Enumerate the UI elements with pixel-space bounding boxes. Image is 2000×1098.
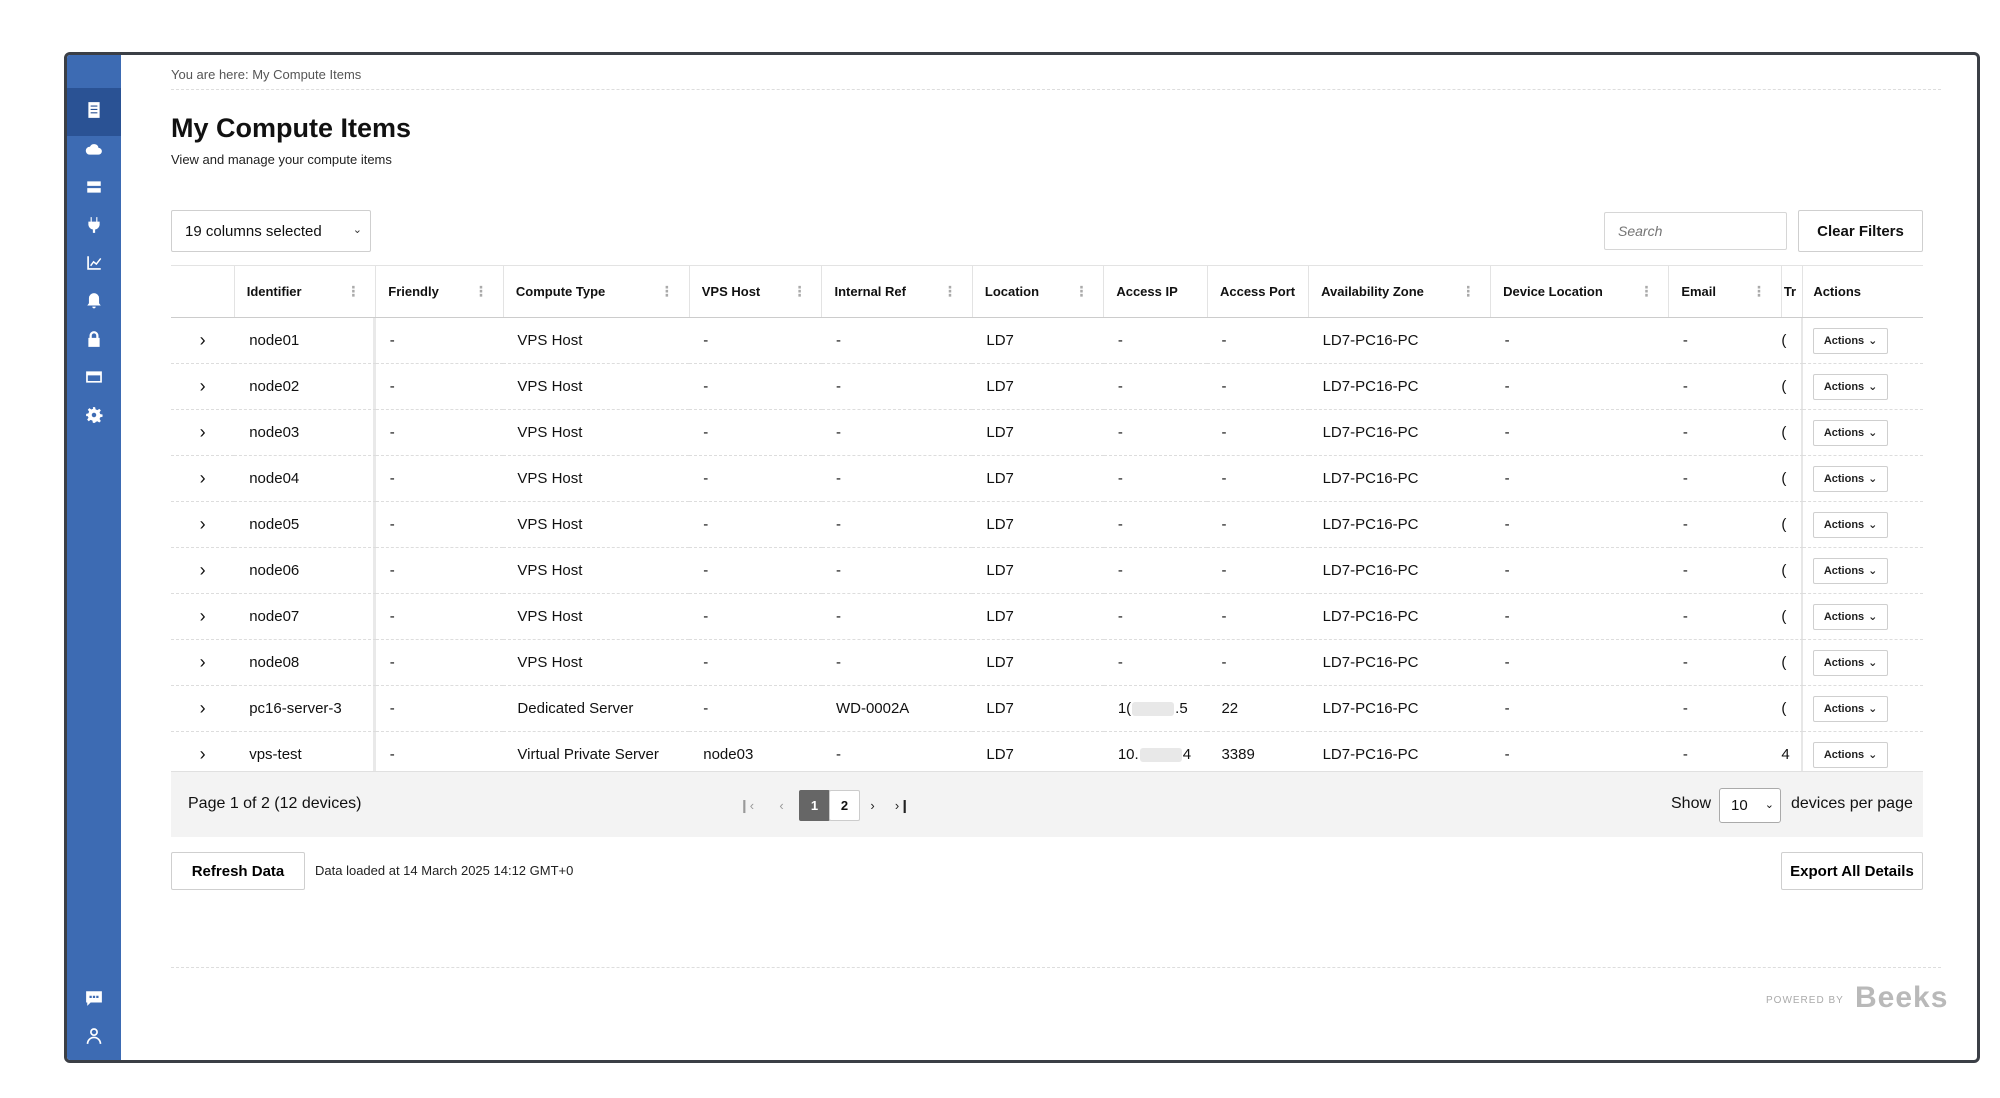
expand-chevron-icon[interactable]: › [171,502,234,548]
cell-compute-type: VPS Host [503,548,689,594]
actions-dropdown-button[interactable] [1813,466,1889,492]
actions-dropdown-button[interactable] [1813,742,1889,768]
header-device-location[interactable]: Device Location ⋮ [1491,266,1669,318]
cell-email: - [1669,502,1782,548]
cell-identifier: node04 [234,456,376,502]
actions-label: Actions [1823,380,1865,393]
actions-label: Actions [1823,702,1865,715]
access-ip-text: - [1117,378,1123,395]
cell-access-ip [1104,594,1208,640]
sidebar-item-settings[interactable] [67,393,121,441]
cell-device-location: - [1491,318,1669,364]
next-page-icon[interactable]: › [870,798,875,813]
cell-location: LD7 [972,456,1103,502]
header-access-ip[interactable]: Access IP [1104,266,1208,318]
cloud-icon [85,140,103,163]
cell-identifier: node08 [234,640,376,686]
cell-location: LD7 [972,548,1103,594]
breadcrumb-divider [171,89,1941,90]
cell-email: - [1669,410,1782,456]
cell-compute-type: VPS Host [503,364,689,410]
credit-card-icon [85,368,103,391]
cell-device-location: - [1491,548,1669,594]
cell-identifier: node07 [234,594,376,640]
access-ip-text: 1( [1117,700,1132,717]
cell-availability-zone: LD7-PC16-PC [1309,364,1491,410]
cell-actions [1803,594,1923,640]
pagination-info: Page 1 of 2 (12 devices) [188,795,362,812]
cell-device-location: - [1491,686,1669,732]
cell-device-location: - [1491,502,1669,548]
powered-by-label: POWERED BY [1766,995,1844,1006]
gear-icon [85,406,103,429]
header-expand [171,266,234,318]
cell-access-ip [1104,502,1208,548]
cell-location: LD7 [972,732,1103,778]
user-icon [85,1027,103,1050]
chevron-down-icon: ⌄ [1868,381,1878,393]
cell-internal-ref: - [822,548,972,594]
table-row[interactable] [171,456,1923,502]
access-ip-text: - [1117,608,1123,625]
cell-vps-host: - [689,364,822,410]
cell-device-location: - [1491,594,1669,640]
cell-vps-host: - [689,502,822,548]
document-list-icon [85,101,103,124]
column-menu-icon[interactable]: ⋮ [792,283,806,299]
cell-availability-zone: LD7-PC16-PC [1309,594,1491,640]
cell-vps-host: - [689,686,822,732]
refresh-data-button[interactable]: Refresh Data [171,852,305,890]
data-loaded-timestamp: Data loaded at 14 March 2025 14:12 GMT+0 [315,863,574,878]
cell-vps-host: - [689,548,822,594]
cell-compute-type: VPS Host [503,640,689,686]
cell-availability-zone: LD7-PC16-PC [1309,318,1491,364]
cell-location: LD7 [972,640,1103,686]
expand-chevron-icon[interactable]: › [171,640,234,686]
cell-truncated: 4 [1781,732,1802,778]
cell-actions [1803,548,1923,594]
cell-device-location: - [1491,364,1669,410]
chevron-down-icon: ⌄ [1868,519,1878,531]
header-truncated[interactable]: Tr [1781,266,1802,318]
access-ip-suffix: 4 [1182,746,1192,763]
cell-location: LD7 [972,594,1103,640]
expand-chevron-icon[interactable]: › [171,548,234,594]
cell-availability-zone: LD7-PC16-PC [1309,548,1491,594]
cell-availability-zone: LD7-PC16-PC [1309,502,1491,548]
cell-actions [1803,456,1923,502]
cell-email: - [1669,364,1782,410]
page-subtitle: View and manage your compute items [171,152,392,167]
cell-compute-type: VPS Host [503,456,689,502]
chevron-down-icon: ⌄ [1868,749,1878,761]
chevron-down-icon: ⌄ [1868,611,1878,623]
bell-icon [85,292,103,315]
cell-device-location: - [1491,456,1669,502]
cell-access-port: 22 [1207,686,1308,732]
lock-icon [85,330,103,353]
chevron-down-icon: ⌄ [1868,657,1878,669]
header-friendly[interactable]: Friendly ⋮ [376,266,504,318]
breadcrumb: You are here: My Compute Items [171,67,362,82]
cell-location: LD7 [972,410,1103,456]
cell-access-ip [1104,548,1208,594]
actions-label: Actions [1823,426,1865,439]
expand-chevron-icon[interactable]: › [171,456,234,502]
table-row[interactable] [171,640,1923,686]
column-menu-icon[interactable]: ⋮ [473,283,487,299]
cell-truncated: ( [1781,594,1802,640]
cell-location: LD7 [972,364,1103,410]
cell-friendly: - [376,318,504,364]
cell-access-ip [1104,318,1208,364]
redacted-ip-mask [1132,702,1174,716]
access-ip-text: - [1117,562,1123,579]
cell-friendly: - [376,548,504,594]
footer-divider [171,967,1941,968]
cell-truncated: ( [1781,364,1802,410]
cell-identifier: node01 [234,318,376,364]
access-ip-text: - [1117,424,1123,441]
chevron-down-icon: ⌄ [1868,565,1878,577]
access-ip-text: - [1117,516,1123,533]
cell-access-ip [1104,456,1208,502]
expand-chevron-icon[interactable]: › [171,364,234,410]
cell-truncated: ( [1781,502,1802,548]
cell-availability-zone: LD7-PC16-PC [1309,456,1491,502]
cell-vps-host: - [689,594,822,640]
expand-chevron-icon[interactable]: › [171,732,234,778]
column-menu-icon[interactable]: ⋮ [942,283,956,299]
table-header-row [171,266,1923,318]
cell-compute-type: VPS Host [503,502,689,548]
header-email[interactable]: Email ⋮ [1669,266,1782,318]
column-menu-icon[interactable]: ⋮ [1074,283,1088,299]
main-content [121,55,1977,1060]
access-ip-text: - [1117,332,1123,349]
actions-label: Actions [1823,518,1865,531]
cell-email: - [1669,594,1782,640]
per-page-label: devices per page [1791,795,1913,812]
cell-compute-type: VPS Host [503,410,689,456]
cell-email: - [1669,456,1782,502]
cell-truncated: ( [1781,686,1802,732]
cell-location: LD7 [972,686,1103,732]
access-ip-text: - [1117,470,1123,487]
cell-access-port: - [1207,502,1308,548]
cell-actions [1803,318,1923,364]
cell-device-location: - [1491,410,1669,456]
cell-access-port: - [1207,410,1308,456]
cell-friendly: - [376,594,504,640]
cell-access-ip [1104,364,1208,410]
access-ip-text: 10. [1117,746,1139,763]
cell-truncated: ( [1781,548,1802,594]
actions-dropdown-button[interactable] [1813,650,1889,676]
cell-actions [1803,640,1923,686]
cell-friendly: - [376,686,504,732]
cell-email: - [1669,318,1782,364]
actions-dropdown-button[interactable] [1813,328,1889,354]
cell-vps-host: node03 [689,732,822,778]
sidebar-item-account[interactable] [67,1014,121,1062]
table-row[interactable] [171,318,1923,364]
cell-internal-ref: - [822,640,972,686]
cell-identifier: node03 [234,410,376,456]
cell-friendly: - [376,502,504,548]
chevron-down-icon: ⌄ [1868,335,1878,347]
cell-location: LD7 [972,502,1103,548]
cell-internal-ref: - [822,732,972,778]
actions-dropdown-button[interactable] [1813,420,1889,446]
first-page-icon[interactable]: ❙‹ [738,797,755,813]
cell-vps-host: - [689,456,822,502]
cell-email: - [1669,640,1782,686]
access-ip-suffix: .5 [1175,700,1188,717]
cell-compute-type: Virtual Private Server [503,732,689,778]
table-row[interactable] [171,364,1923,410]
expand-chevron-icon[interactable]: › [171,410,234,456]
cell-internal-ref: - [822,318,972,364]
header-actions: Actions [1803,266,1923,318]
actions-label: Actions [1823,472,1865,485]
cell-friendly: - [376,364,504,410]
cell-internal-ref: - [822,456,972,502]
cell-compute-type: VPS Host [503,594,689,640]
header-internal-ref[interactable]: Internal Ref ⋮ [822,266,972,318]
actions-label: Actions [1823,334,1865,347]
cell-access-port: - [1207,318,1308,364]
header-identifier[interactable]: Identifier ⋮ [234,266,376,318]
cell-access-ip [1104,410,1208,456]
table-row[interactable] [171,594,1923,640]
page-button-2[interactable]: 2 [829,790,860,821]
cell-access-port: - [1207,594,1308,640]
cell-vps-host: - [689,640,822,686]
chevron-down-icon: ⌄ [1868,473,1878,485]
header-availability-zone[interactable]: Availability Zone ⋮ [1309,266,1491,318]
cell-access-port: 3389 [1207,732,1308,778]
cell-availability-zone: LD7-PC16-PC [1309,686,1491,732]
table-row[interactable] [171,502,1923,548]
chevron-down-icon: ⌄ [1868,703,1878,715]
prev-page-icon[interactable]: ‹ [779,798,784,813]
cell-compute-type: Dedicated Server [503,686,689,732]
cell-actions [1803,502,1923,548]
cell-access-port: - [1207,548,1308,594]
actions-label: Actions [1823,656,1865,669]
chevron-down-icon: ⌄ [352,224,362,236]
actions-label: Actions [1823,748,1865,761]
compute-items-table [171,265,1923,778]
cell-internal-ref: - [822,594,972,640]
chevron-down-icon: ⌄ [1764,799,1774,811]
server-icon [85,178,103,201]
cell-access-ip [1104,640,1208,686]
cell-access-port: - [1207,456,1308,502]
cell-actions [1803,686,1923,732]
cell-internal-ref: - [822,410,972,456]
cell-friendly: - [376,456,504,502]
cell-email: - [1669,548,1782,594]
column-selector-label: 19 columns selected [185,222,322,240]
cell-identifier: node06 [234,548,376,594]
cell-friendly: - [376,732,504,778]
header-access-port[interactable]: Access Port [1207,266,1308,318]
cell-availability-zone: LD7-PC16-PC [1309,410,1491,456]
table-row[interactable] [171,548,1923,594]
table-row[interactable] [171,410,1923,456]
search-input[interactable] [1604,212,1787,250]
cell-access-port: - [1207,364,1308,410]
cell-vps-host: - [689,318,822,364]
column-menu-icon[interactable]: ⋮ [659,283,673,299]
clear-filters-button[interactable]: Clear Filters [1798,210,1923,252]
per-page-value: 10 [1731,797,1748,814]
last-page-icon[interactable]: ›❙ [894,797,911,813]
page-title: My Compute Items [171,113,412,143]
cell-truncated: ( [1781,410,1802,456]
actions-dropdown-button[interactable] [1813,558,1889,584]
cell-identifier: node05 [234,502,376,548]
cell-actions [1803,410,1923,456]
cell-vps-host: - [689,410,822,456]
per-page-select[interactable] [1719,788,1781,823]
access-ip-text: - [1117,654,1123,671]
pagination-bar [171,771,1923,837]
chart-line-icon [85,254,103,277]
chat-icon [85,989,103,1012]
actions-dropdown-button[interactable] [1813,374,1889,400]
show-label: Show [1671,795,1712,812]
sidebar [67,55,121,1060]
cell-identifier: vps-test [234,732,376,778]
cell-truncated: ( [1781,640,1802,686]
export-all-details-button[interactable]: Export All Details [1781,852,1923,890]
header-location[interactable]: Location ⋮ [972,266,1103,318]
app-window [64,52,1980,1063]
plug-icon [85,216,103,239]
column-menu-icon[interactable]: ⋮ [1639,283,1653,299]
expand-chevron-icon[interactable]: › [171,318,234,364]
cell-device-location: - [1491,640,1669,686]
cell-truncated: ( [1781,456,1802,502]
cell-availability-zone: LD7-PC16-PC [1309,732,1491,778]
column-menu-icon[interactable]: ⋮ [1461,283,1475,299]
actions-dropdown-button[interactable] [1813,604,1889,630]
cell-access-ip [1104,686,1208,732]
header-compute-type[interactable]: Compute Type ⋮ [503,266,689,318]
cell-access-port: - [1207,640,1308,686]
actions-dropdown-button[interactable] [1813,696,1889,722]
expand-chevron-icon[interactable]: › [171,594,234,640]
cell-availability-zone: LD7-PC16-PC [1309,640,1491,686]
actions-label: Actions [1823,564,1865,577]
cell-truncated: ( [1781,318,1802,364]
cell-internal-ref: WD-0002A [822,686,972,732]
column-selector[interactable] [171,210,371,252]
brand-logo: Beeks [1855,981,1949,1014]
cell-identifier: pc16-server-3 [234,686,376,732]
cell-friendly: - [376,640,504,686]
chevron-down-icon: ⌄ [1868,427,1878,439]
redacted-ip-mask [1140,748,1182,762]
cell-internal-ref: - [822,502,972,548]
cell-email: - [1669,686,1782,732]
cell-compute-type: VPS Host [503,318,689,364]
cell-device-location: - [1491,732,1669,778]
cell-email: - [1669,732,1782,778]
column-menu-icon[interactable]: ⋮ [1751,283,1765,299]
cell-location: LD7 [972,318,1103,364]
cell-actions [1803,364,1923,410]
table-row[interactable] [171,686,1923,732]
cell-friendly: - [376,410,504,456]
actions-dropdown-button[interactable] [1813,512,1889,538]
table-body [171,318,1923,778]
actions-label: Actions [1823,610,1865,623]
expand-chevron-icon[interactable]: › [171,686,234,732]
header-vps-host[interactable]: VPS Host ⋮ [689,266,822,318]
cell-identifier: node02 [234,364,376,410]
cell-internal-ref: - [822,364,972,410]
page-button-1[interactable]: 1 [799,790,830,821]
column-menu-icon[interactable]: ⋮ [346,283,360,299]
